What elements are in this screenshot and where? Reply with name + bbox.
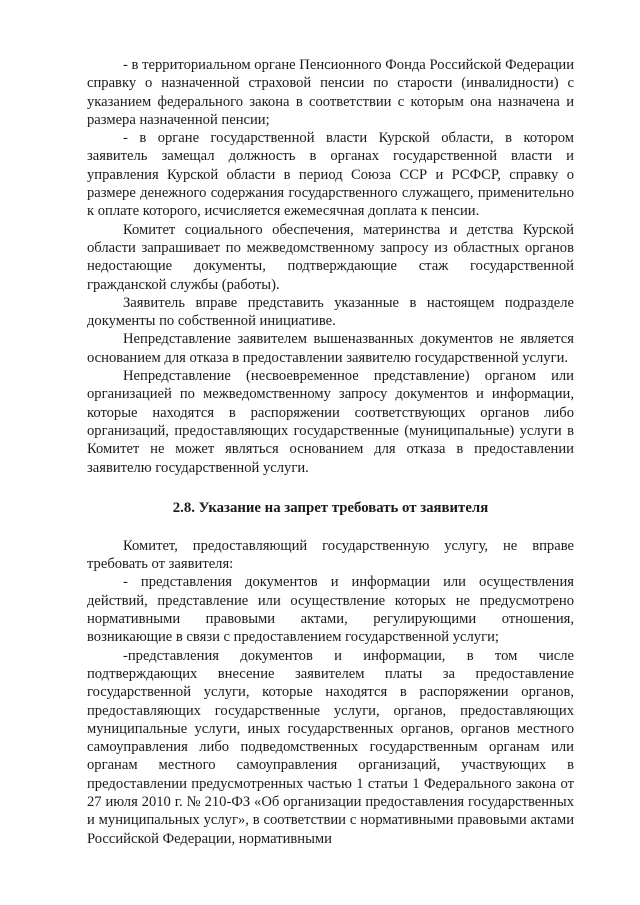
paragraph-non-submission: Непредставление заявителем вышеназванных документов не является основанием для отказа в предоставлении заявителю государственной услуги. xyxy=(87,331,574,366)
paragraph-late-submission: Непредставление (несвоевременное представление) органом или организацией по межведомственному запросу документов и информации, которые находятся в распоряжении соответствующих органов либо организаций, предоставляющих государственные (муниципальные) услуги в Комитет не может являться основанием для отказа в предоставлении заявителю государственной услуги. xyxy=(87,368,574,476)
paragraph-committee-request: Комитет социального обеспечения, материнства и детства Курской области запрашивает по межведомственному запросу из областных органов недостающие документы, подтверждающие стаж государственной гражданской службы (работы). xyxy=(87,221,574,293)
paragraph-committee-not-entitled: Комитет, предоставляющий государственную услугу, не вправе требовать от заявителя: xyxy=(87,537,574,573)
document-page xyxy=(87,56,574,848)
paragraph-documents-in-possession: -представления документов и информации, в том числе подтверждающих внесение заявителем платы за предоставление государственной услуги, которые находятся в распоряжении органов, предоставляющих государственные услуги, органов, предоставляющих муниципальные услуги, иных государственных органов, органов местного самоуправления либо подведомственных государственным органам или органам местного самоуправления организаций, участвующих в предоставлении предусмотренных частью 1 статьи 1 Федерального закона от 27 июля 2010 г. № 210-ФЗ «Об организации предоставления государственных и муниципальных услуг», в соответствии с нормативными правовыми актами Российской Федерации, нормативными xyxy=(87,647,574,847)
paragraph-pension-fund-certificate: - в территориальном органе Пенсионного Фонда Российской Федерации справку о назначенной страховой пенсии по старости (инвалидности) с указанием федерального закона в соответствии с которым она назначена и размера назначенной пенсии; xyxy=(87,57,574,128)
paragraph-documents-not-required: - представления документов и информации или осуществления действий, представление или осуществление которых не предусмотрено нормативными правовыми актами, регулирующими отношения, возникающие в связи с предоставлением государственной услуги; xyxy=(87,574,574,646)
paragraph-applicant-right: Заявитель вправе представить указанные в настоящем подразделе документы по собственной инициативе. xyxy=(87,294,574,330)
section-heading: 2.8. Указание на запрет требовать от заявителя xyxy=(172,499,489,516)
paragraph-state-authority-certificate: - в органе государственной власти Курской области, в котором заявитель замещал должность в органах государственной власти и управления Курской области в период Союза ССР и РСФСР, справку о размере денежного содержания государственного служащего, применительно к оплате которого, исчисляется ежемесячная доплата к пенсии. xyxy=(87,130,574,220)
